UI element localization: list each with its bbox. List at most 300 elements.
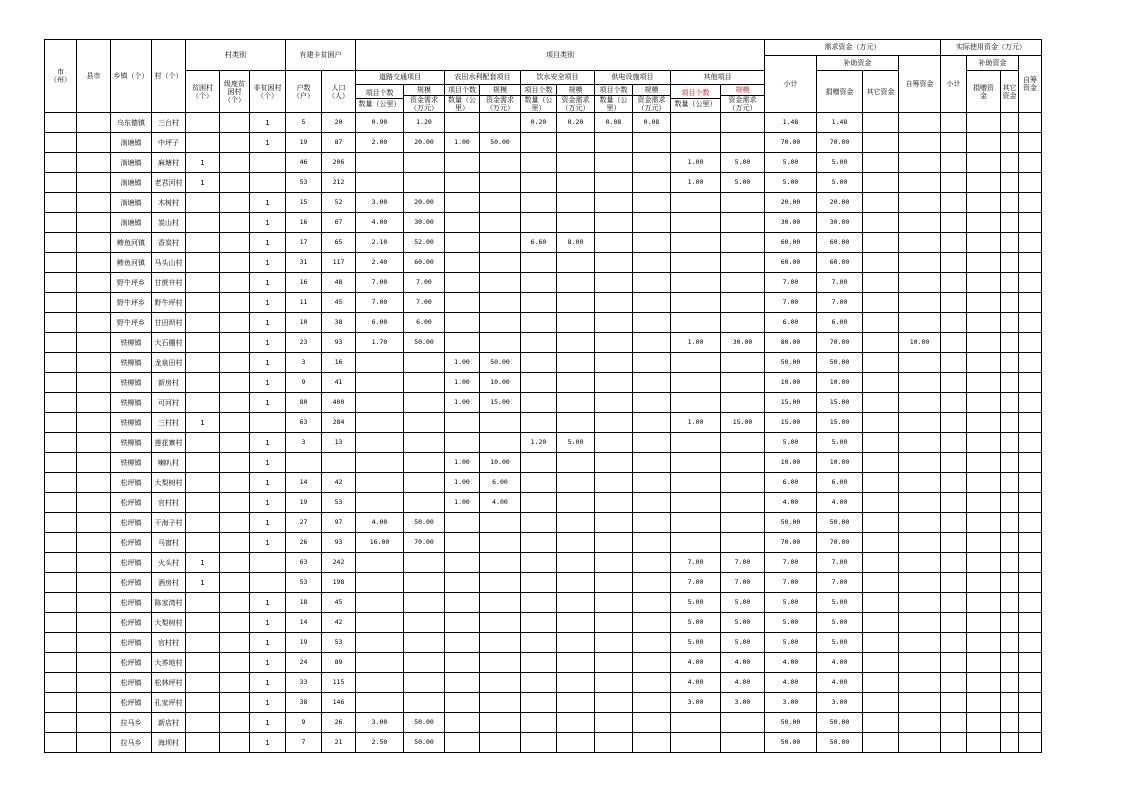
table-cell: 45 xyxy=(322,293,356,313)
table-cell xyxy=(521,413,557,433)
table-cell: 93 xyxy=(322,333,356,353)
table-row xyxy=(45,673,1042,693)
table-cell xyxy=(967,653,1001,673)
table-cell: 中坪子 xyxy=(152,133,186,153)
table-cell xyxy=(633,173,671,193)
table-cell: 70.00 xyxy=(817,533,863,553)
table-cell xyxy=(186,593,220,613)
table-header xyxy=(45,40,1042,113)
table-cell xyxy=(1001,213,1019,233)
table-cell xyxy=(721,473,765,493)
table-cell xyxy=(521,633,557,653)
table-cell xyxy=(1019,593,1042,613)
table-cell xyxy=(595,153,633,173)
table-cell xyxy=(941,413,967,433)
table-cell xyxy=(1001,433,1019,453)
table-cell: 80.00 xyxy=(765,333,817,353)
table-cell: 松坪镇 xyxy=(111,493,152,513)
table-cell xyxy=(480,213,521,233)
table-cell: 1 xyxy=(250,193,286,213)
table-cell xyxy=(186,393,220,413)
header-village: 村（个） xyxy=(152,40,186,113)
table-cell xyxy=(595,693,633,713)
table-cell xyxy=(45,233,77,253)
table-cell: 206 xyxy=(322,153,356,173)
table-cell xyxy=(480,633,521,653)
table-cell xyxy=(1019,373,1042,393)
header-demand-fund: 需求资金（万元） xyxy=(765,40,941,56)
table-cell: 1 xyxy=(250,653,286,673)
table-cell xyxy=(595,553,633,573)
table-cell: 24 xyxy=(286,653,322,673)
table-cell xyxy=(595,313,633,333)
table-cell xyxy=(445,333,480,353)
table-cell xyxy=(557,533,595,553)
table-cell xyxy=(633,593,671,613)
table-cell xyxy=(1019,573,1042,593)
table-cell: 0.20 xyxy=(521,113,557,133)
table-cell xyxy=(557,553,595,573)
table-cell xyxy=(967,113,1001,133)
table-cell xyxy=(595,373,633,393)
table-cell xyxy=(595,613,633,633)
table-cell xyxy=(671,373,721,393)
table-cell xyxy=(721,713,765,733)
table-cell xyxy=(863,733,899,753)
table-cell xyxy=(521,293,557,313)
table-cell xyxy=(1001,373,1019,393)
table-cell xyxy=(186,613,220,633)
table-cell: 2.50 xyxy=(356,733,404,753)
table-cell xyxy=(445,673,480,693)
table-cell xyxy=(941,293,967,313)
table-cell: 淌塘镇 xyxy=(111,153,152,173)
table-cell xyxy=(863,313,899,333)
header-city: 市 （州） xyxy=(45,40,77,113)
table-cell xyxy=(967,253,1001,273)
table-cell xyxy=(445,633,480,653)
table-cell xyxy=(250,173,286,193)
table-cell xyxy=(595,573,633,593)
table-cell: 1 xyxy=(250,213,286,233)
table-cell: 鲹鱼河镇 xyxy=(111,253,152,273)
table-cell xyxy=(220,193,250,213)
table-cell xyxy=(863,493,899,513)
table-cell xyxy=(863,173,899,193)
table-cell: 53 xyxy=(286,173,322,193)
table-cell xyxy=(521,593,557,613)
table-cell xyxy=(1019,473,1042,493)
table-cell xyxy=(480,553,521,573)
table-cell xyxy=(557,633,595,653)
table-cell xyxy=(445,653,480,673)
table-cell: 大梨树村 xyxy=(152,473,186,493)
table-cell xyxy=(356,653,404,673)
table-cell: 1 xyxy=(186,553,220,573)
table-cell xyxy=(721,433,765,453)
table-cell xyxy=(1019,513,1042,533)
table-cell: 11 xyxy=(286,293,322,313)
table-cell: 铁柳镇 xyxy=(111,393,152,413)
table-cell: 1.20 xyxy=(521,433,557,453)
table-cell xyxy=(863,213,899,233)
table-cell xyxy=(941,173,967,193)
table-cell: 16 xyxy=(286,213,322,233)
table-cell: 7.00 xyxy=(404,293,445,313)
table-cell: 龙泉田村 xyxy=(152,353,186,373)
table-cell: 4.00 xyxy=(765,493,817,513)
table-cell: 15.00 xyxy=(721,413,765,433)
table-cell: 20.00 xyxy=(404,193,445,213)
table-cell: 117 xyxy=(322,253,356,273)
table-cell xyxy=(356,413,404,433)
table-cell xyxy=(480,533,521,553)
table-cell xyxy=(404,173,445,193)
table-cell xyxy=(480,513,521,533)
table-cell xyxy=(557,173,595,193)
table-cell xyxy=(899,113,941,133)
table-cell: 16 xyxy=(286,273,322,293)
table-cell: 1 xyxy=(186,173,220,193)
table-cell xyxy=(941,653,967,673)
table-cell xyxy=(445,573,480,593)
table-cell xyxy=(1001,493,1019,513)
table-cell xyxy=(557,413,595,433)
table-row xyxy=(45,113,1042,133)
table-cell xyxy=(521,693,557,713)
table-cell xyxy=(322,453,356,473)
table-cell xyxy=(967,333,1001,353)
table-cell xyxy=(220,173,250,193)
table-cell: 4.00 xyxy=(480,493,521,513)
table-cell xyxy=(286,453,322,473)
table-row xyxy=(45,713,1042,733)
table-cell xyxy=(967,433,1001,453)
header-village-type: 村类别 xyxy=(186,40,286,71)
table-cell: 3.00 xyxy=(356,713,404,733)
table-cell xyxy=(899,533,941,553)
table-cell xyxy=(220,733,250,753)
table-cell: 45 xyxy=(322,593,356,613)
header-donate-fund: 捐赠资金 xyxy=(817,71,863,113)
table-cell xyxy=(1001,453,1019,473)
table-cell xyxy=(445,433,480,453)
table-cell xyxy=(1001,153,1019,173)
table-cell xyxy=(186,193,220,213)
table-cell xyxy=(521,473,557,493)
table-cell: 89 xyxy=(322,653,356,673)
table-cell: 炭山村 xyxy=(152,213,186,233)
table-cell: 9 xyxy=(286,713,322,733)
table-cell: 5.00 xyxy=(721,613,765,633)
table-cell: 5.00 xyxy=(765,613,817,633)
table-cell xyxy=(521,153,557,173)
table-cell: 官村村 xyxy=(152,493,186,513)
table-cell xyxy=(863,273,899,293)
table-cell: 1 xyxy=(250,733,286,753)
table-cell xyxy=(967,133,1001,153)
table-cell: 4.00 xyxy=(356,513,404,533)
table-cell: 1 xyxy=(186,153,220,173)
table-cell xyxy=(1001,393,1019,413)
table-cell: 7.00 xyxy=(671,553,721,573)
table-cell xyxy=(77,353,111,373)
table-cell xyxy=(220,673,250,693)
table-cell xyxy=(1001,613,1019,633)
table-cell: 松坪镇 xyxy=(111,593,152,613)
table-cell: 铁柳镇 xyxy=(111,353,152,373)
table-cell: 15 xyxy=(286,193,322,213)
table-cell: 10 xyxy=(286,313,322,333)
table-cell xyxy=(671,213,721,233)
table-cell: 17 xyxy=(286,233,322,253)
table-row xyxy=(45,373,1042,393)
table-cell: 5.00 xyxy=(817,153,863,173)
header-irr-subhead xyxy=(445,85,480,113)
table-cell xyxy=(941,613,967,633)
table-cell: 4.00 xyxy=(765,653,817,673)
table-cell: 1 xyxy=(250,393,286,413)
table-cell: 马头山村 xyxy=(152,253,186,273)
table-cell: 1.48 xyxy=(765,113,817,133)
table-cell xyxy=(721,253,765,273)
table-cell xyxy=(220,413,250,433)
table-cell xyxy=(521,333,557,353)
table-cell: 鲹鱼河镇 xyxy=(111,233,152,253)
table-cell xyxy=(1001,133,1019,153)
table-cell xyxy=(633,333,671,353)
table-cell: 0.08 xyxy=(595,113,633,133)
table-cell xyxy=(1001,193,1019,213)
table-cell xyxy=(595,433,633,453)
table-cell xyxy=(1001,173,1019,193)
table-cell: 1 xyxy=(250,133,286,153)
table-cell xyxy=(899,233,941,253)
table-cell: 5.00 xyxy=(765,173,817,193)
table-cell: 5.00 xyxy=(765,593,817,613)
header-power-scale-cell xyxy=(633,85,671,113)
header-water-fund: 资金需求 （万元） xyxy=(561,96,590,113)
table-cell: 1 xyxy=(250,593,286,613)
table-cell: 1.48 xyxy=(817,113,863,133)
header-irr-scale: 规模 xyxy=(480,85,520,96)
table-cell xyxy=(445,173,480,193)
table-cell: 60.00 xyxy=(817,253,863,273)
table-cell xyxy=(521,573,557,593)
table-cell xyxy=(45,653,77,673)
table-cell: 38 xyxy=(286,693,322,713)
table-cell: 70.00 xyxy=(817,133,863,153)
table-cell: 5.00 xyxy=(557,433,595,453)
table-cell xyxy=(557,453,595,473)
table-cell: 松坪镇 xyxy=(111,573,152,593)
table-cell: 50.00 xyxy=(480,133,521,153)
table-cell xyxy=(480,693,521,713)
table-cell: 50.00 xyxy=(765,353,817,373)
header-households: 户数 （户） xyxy=(286,71,322,113)
header-county: 县市 xyxy=(77,40,111,113)
table-cell: 63 xyxy=(286,553,322,573)
header-water-count: 项目个数 xyxy=(521,85,556,96)
table-cell xyxy=(1001,273,1019,293)
table-cell xyxy=(521,673,557,693)
header-irr-qty: 数量（公 里） xyxy=(448,96,476,113)
table-cell xyxy=(721,373,765,393)
header-subtotal: 小计 xyxy=(765,56,817,113)
table-cell: 5.00 xyxy=(817,593,863,613)
table-cell xyxy=(77,613,111,633)
table-cell xyxy=(186,253,220,273)
table-cell xyxy=(77,673,111,693)
table-cell xyxy=(186,113,220,133)
table-cell xyxy=(557,253,595,273)
table-cell xyxy=(899,513,941,533)
table-cell xyxy=(941,513,967,533)
table-cell: 6.00 xyxy=(356,313,404,333)
table-cell xyxy=(1001,553,1019,573)
table-cell xyxy=(220,313,250,333)
table-cell: 铁柳镇 xyxy=(111,333,152,353)
table-cell xyxy=(967,473,1001,493)
table-cell xyxy=(633,553,671,573)
table-cell xyxy=(250,553,286,573)
table-cell: 松坪镇 xyxy=(111,473,152,493)
table-cell: 60.00 xyxy=(765,233,817,253)
table-cell xyxy=(356,393,404,413)
header-irr-scale-cell xyxy=(480,85,521,113)
table-cell xyxy=(404,453,445,473)
table-cell: 42 xyxy=(322,613,356,633)
table-cell: 50.00 xyxy=(817,733,863,753)
table-cell xyxy=(45,333,77,353)
table-cell: 9 xyxy=(286,373,322,393)
table-cell xyxy=(45,473,77,493)
table-cell: 野牛坪乡 xyxy=(111,273,152,293)
table-cell: 4.00 xyxy=(765,673,817,693)
table-cell xyxy=(1019,633,1042,653)
table-cell xyxy=(45,373,77,393)
table-cell xyxy=(45,193,77,213)
table-cell: 6.00 xyxy=(817,313,863,333)
table-cell xyxy=(445,113,480,133)
table-cell: 1.00 xyxy=(671,153,721,173)
table-cell xyxy=(1019,653,1042,673)
table-cell xyxy=(941,233,967,253)
table-cell xyxy=(899,573,941,593)
table-cell: 7.00 xyxy=(356,293,404,313)
table-cell: 4.00 xyxy=(721,653,765,673)
table-cell: 6.00 xyxy=(480,473,521,493)
table-cell xyxy=(595,233,633,253)
table-cell xyxy=(220,233,250,253)
table-cell: 拉马乡 xyxy=(111,733,152,753)
table-cell xyxy=(186,513,220,533)
table-cell: 1 xyxy=(250,493,286,513)
table-cell xyxy=(250,413,286,433)
table-cell: 松坪镇 xyxy=(111,513,152,533)
table-cell xyxy=(1019,153,1042,173)
header-other-count: 项目个数 xyxy=(671,88,720,99)
table-cell xyxy=(45,273,77,293)
table-cell xyxy=(899,593,941,613)
table-cell: 1 xyxy=(250,533,286,553)
table-cell xyxy=(45,253,77,273)
table-cell xyxy=(45,313,77,333)
table-cell xyxy=(45,213,77,233)
table-cell xyxy=(186,133,220,153)
table-cell xyxy=(941,313,967,333)
header-water-project: 饮水安全项目 xyxy=(521,71,595,85)
table-cell: 0.90 xyxy=(356,113,404,133)
table-cell: 20.00 xyxy=(404,133,445,153)
table-cell xyxy=(899,413,941,433)
header-subsidy: 补助资金 xyxy=(817,56,899,71)
header-power-count: 项目个数 xyxy=(595,85,632,96)
table-cell xyxy=(863,373,899,393)
table-cell xyxy=(557,593,595,613)
table-cell: 26 xyxy=(286,533,322,553)
table-cell xyxy=(899,473,941,493)
table-cell xyxy=(45,113,77,133)
header-actual-fund: 实际使用资金（万元） xyxy=(941,40,1042,56)
table-cell: 1 xyxy=(250,253,286,273)
table-cell: 铁柳镇 xyxy=(111,433,152,453)
table-cell xyxy=(480,153,521,173)
table-cell xyxy=(480,733,521,753)
table-cell: 19 xyxy=(286,493,322,513)
table-cell: 1.00 xyxy=(445,393,480,413)
table-cell xyxy=(595,273,633,293)
table-cell xyxy=(1019,113,1042,133)
table-cell xyxy=(445,693,480,713)
table-cell xyxy=(480,433,521,453)
table-cell xyxy=(1019,673,1042,693)
table-cell xyxy=(1001,413,1019,433)
table-cell xyxy=(521,273,557,293)
table-cell xyxy=(1001,253,1019,273)
table-cell xyxy=(220,493,250,513)
table-cell xyxy=(671,113,721,133)
table-cell xyxy=(77,213,111,233)
table-cell: 7.00 xyxy=(817,553,863,573)
table-cell xyxy=(186,653,220,673)
table-cell: 50.00 xyxy=(404,513,445,533)
header-self-raised: 自筹资金 xyxy=(899,56,941,113)
table-row xyxy=(45,213,1042,233)
table-cell: 13 xyxy=(322,433,356,453)
table-cell: 63 xyxy=(286,413,322,433)
table-cell: 大石棚村 xyxy=(152,333,186,353)
table-cell xyxy=(595,393,633,413)
table-cell: 10.00 xyxy=(480,373,521,393)
table-row xyxy=(45,333,1042,353)
table-cell xyxy=(186,373,220,393)
table-cell xyxy=(633,653,671,673)
table-cell xyxy=(45,573,77,593)
table-cell: 1.00 xyxy=(445,133,480,153)
table-cell xyxy=(967,693,1001,713)
table-cell xyxy=(186,293,220,313)
table-cell xyxy=(45,733,77,753)
table-cell xyxy=(480,593,521,613)
table-cell xyxy=(671,133,721,153)
table-cell xyxy=(967,673,1001,693)
table-cell: 5.00 xyxy=(817,613,863,633)
table-cell xyxy=(863,153,899,173)
table-cell xyxy=(899,393,941,413)
table-cell xyxy=(521,653,557,673)
table-cell xyxy=(863,533,899,553)
